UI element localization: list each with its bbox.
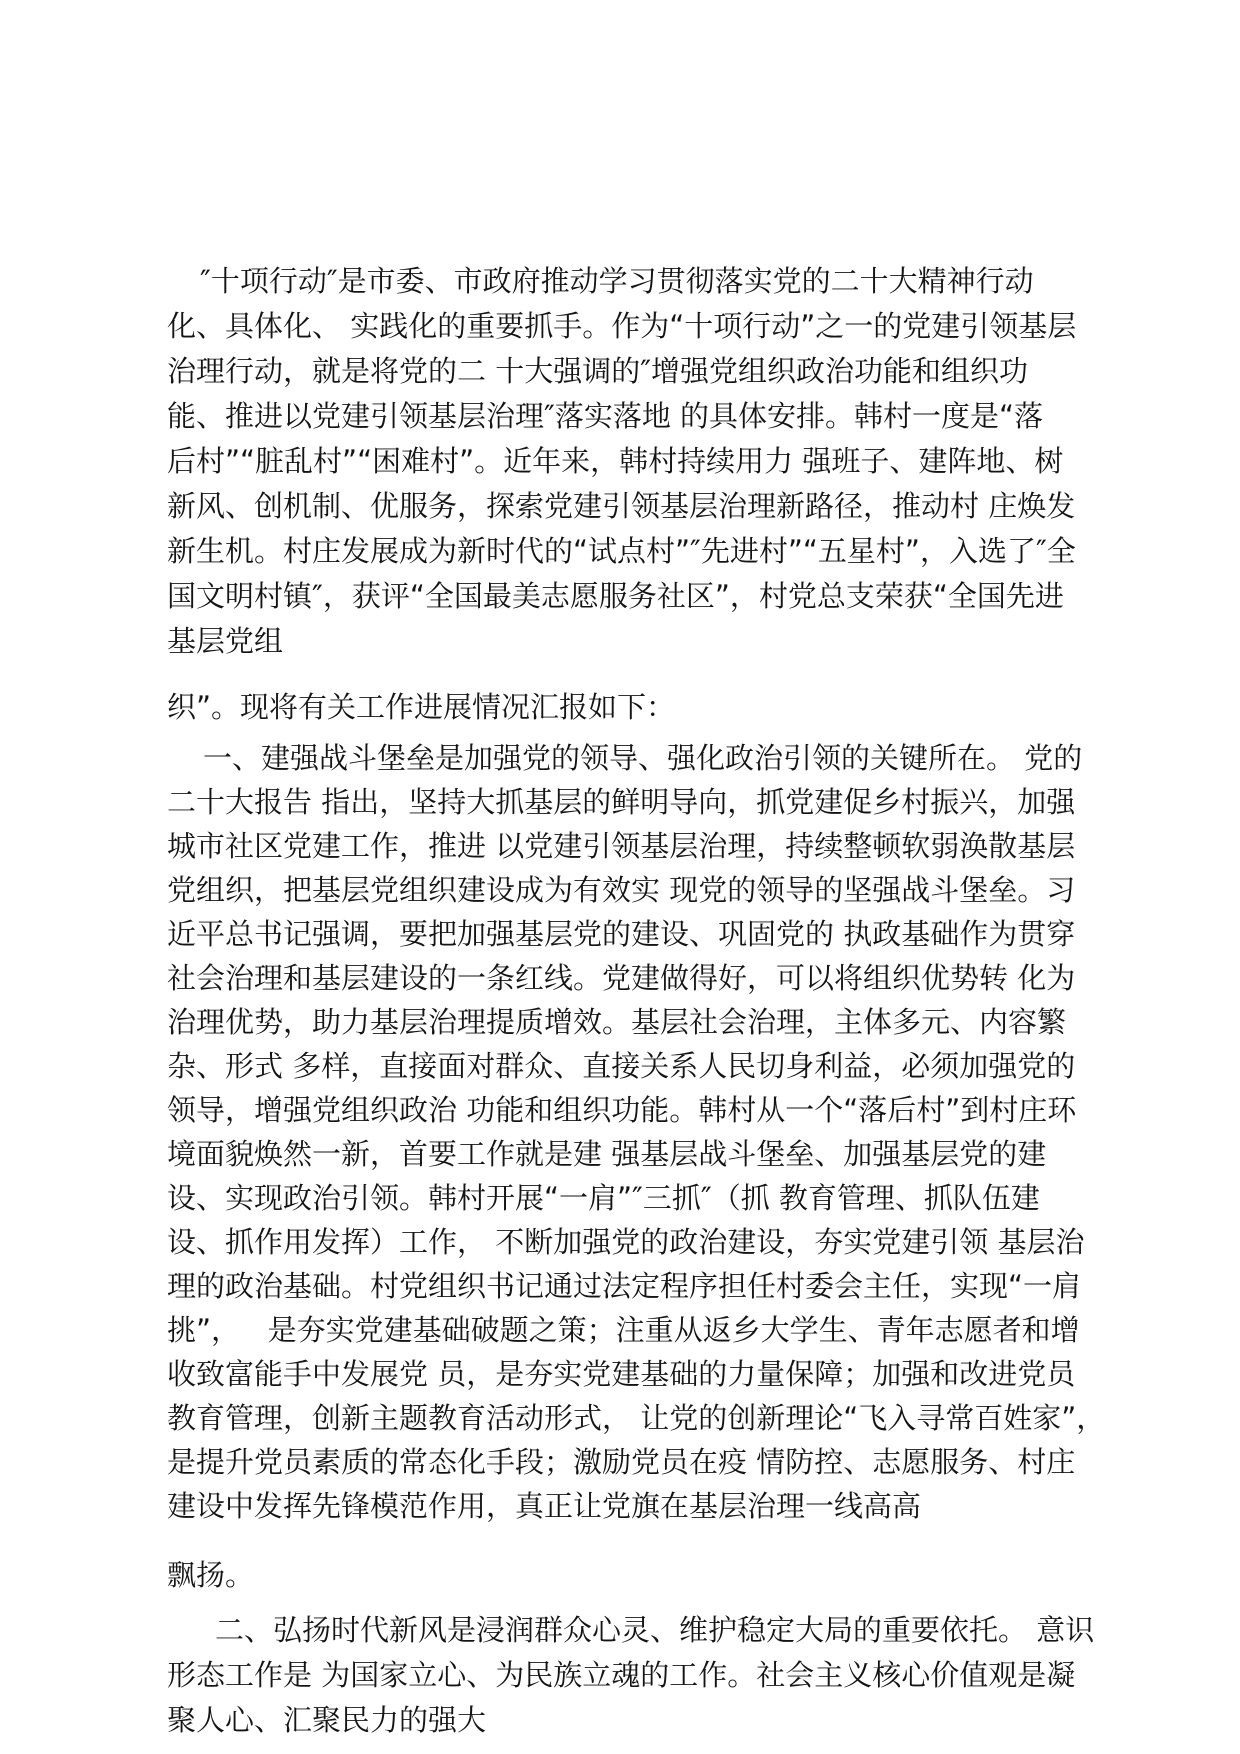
- text-line: 形态工作是 为国家立心、为民族立魂的工作。社会主义核心价值观是凝: [167, 1658, 1076, 1692]
- text-line: 设、抓作用发挥）工作， 不断加强党的政治建设，夯实党建引领 基层治: [167, 1225, 1085, 1259]
- text-line: 近平总书记强调，要把加强基层党的建设、巩固党的 执政基础作为贯穿: [167, 917, 1076, 951]
- text-line: 新生机。村庄发展成为新时代的“试点村”″先进村”“五星村”，入选了″全: [167, 534, 1076, 568]
- text-line: 化、具体化、 实践化的重要抓手。作为“十项行动”之一的党建引领基层: [167, 309, 1077, 343]
- paragraph-section-one: [167, 736, 1167, 1528]
- text-line: 境面貌焕然一新，首要工作就是建 强基层战斗堡垒、加强基层党的建: [167, 1137, 1047, 1171]
- text-line: 织”。现将有关工作进展情况汇报如下：: [167, 690, 676, 724]
- paragraph-intro-continued: [167, 685, 1167, 730]
- text-line: 收致富能手中发展党 员，是夯实党建基础的力量保障；加强和改进党员: [167, 1357, 1076, 1391]
- text-line: 是提升党员素质的常态化手段；激励党员在疫 情防控、志愿服务、村庄: [167, 1445, 1076, 1479]
- text-line: 能、推进以党建引领基层治理″落实落地 的具体安排。韩村一度是“落: [167, 399, 1044, 433]
- text-line: 城市社区党建工作，推进 以党建引领基层治理，持续整顿软弱涣散基层: [167, 829, 1076, 863]
- paragraph-section-two: [167, 1608, 1167, 1743]
- text-line: 挑”， 是夯实党建基础破题之策；注重从返乡大学生、青年志愿者和增: [167, 1313, 1080, 1347]
- text-line: 社会治理和基层建设的一条红线。党建做得好，可以将组织优势转 化为: [167, 961, 1076, 995]
- text-line: 治理优势，助力基层治理提质增效。基层社会治理，主体多元、内容繁: [167, 1005, 1067, 1039]
- text-line: 领导，增强党组织政治 功能和组织功能。韩村从一个“落后村”到村庄环: [167, 1093, 1077, 1127]
- paragraph-section-one-continued: [167, 1553, 1167, 1598]
- text-line: 理的政治基础。村党组织书记通过法定程序担任村委会主任，实现“一肩: [167, 1269, 1082, 1303]
- text-line: 聚人心、汇聚民力的强大: [167, 1703, 487, 1737]
- text-line: 飘扬。: [167, 1558, 255, 1592]
- text-line: 后村”“脏乱村”“困难村”。近年来，韩村持续用力 强班子、建阵地、树: [167, 444, 1064, 478]
- text-line: 治理行动，就是将党的二 十大强调的″增强党组织政治功能和组织功: [167, 354, 1029, 388]
- text-line: ″十项行动″是市委、市政府推动学习贯彻落实党的二十大精神行动: [200, 264, 1034, 298]
- text-line: 设、实现政治引领。韩村开展“一肩”″三抓″（抓 教育管理、抓队伍建: [167, 1181, 1040, 1215]
- paragraph-intro: [167, 259, 1167, 664]
- text-line: 教育管理，创新主题教育活动形式， 让党的创新理论“飞入寻常百姓家”，: [167, 1401, 1106, 1435]
- text-line: 基层党组: [167, 624, 284, 658]
- text-line: 新风、创机制、优服务，探索党建引领基层治理新路径，推动村 庄焕发: [167, 489, 1076, 523]
- text-line: 二、弘扬时代新风是浸润群众心灵、维护稳定大局的重要依托。 意识: [215, 1613, 1095, 1647]
- text-line: 二十大报告 指出，坚持大抓基层的鲜明导向，抓党建促乡村振兴，加强: [167, 785, 1076, 819]
- text-line: 建设中发挥先锋模范作用，真正让党旗在基层治理一线高高: [167, 1489, 922, 1523]
- text-line: 国文明村镇″，获评“全国最美志愿服务社区”，村党总支荣获“全国先进: [167, 579, 1064, 613]
- text-line: 杂、形式 多样，直接面对群众、直接关系人民切身利益，必须加强党的: [167, 1049, 1076, 1083]
- text-line: 党组织，把基层党组织建设成为有效实 现党的领导的坚强战斗堡垒。习: [167, 873, 1076, 907]
- text-line: 一、建强战斗堡垒是加强党的领导、强化政治引领的关键所在。 党的: [203, 741, 1083, 775]
